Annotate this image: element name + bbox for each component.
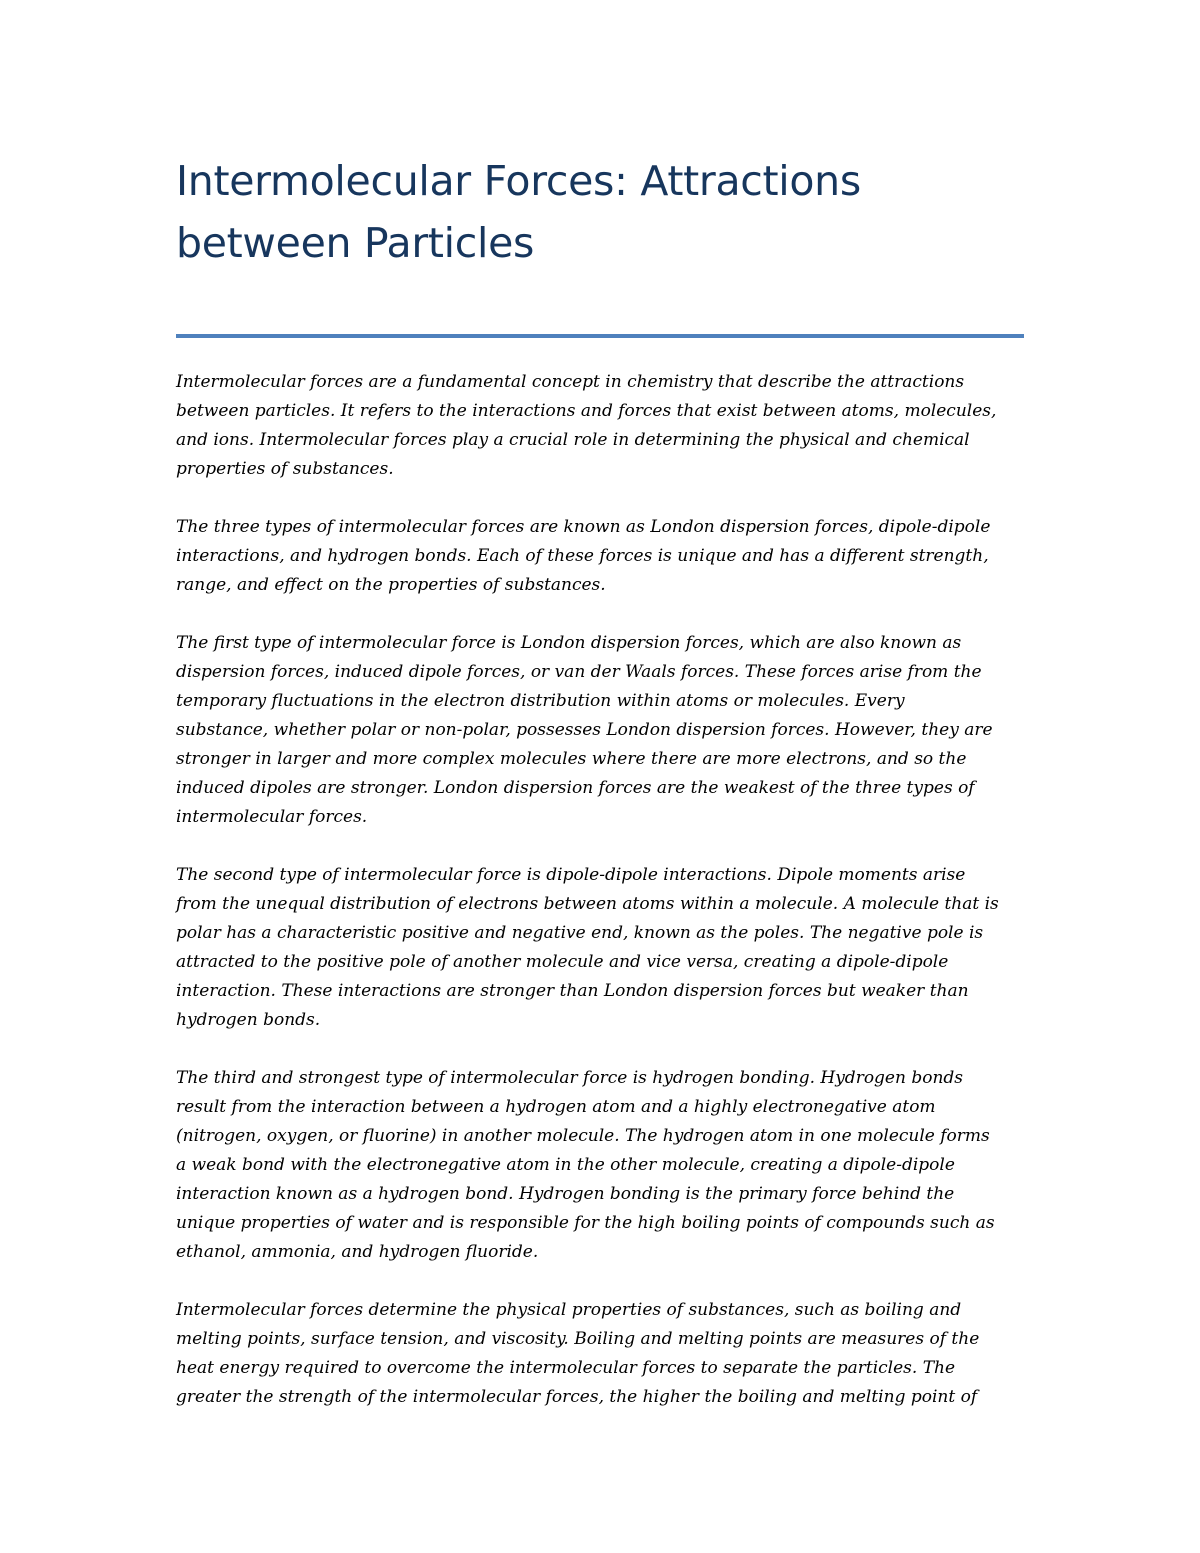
paragraph-line: result from the interaction between a hydrogen atom and a highly electronegative atom xyxy=(176,1097,936,1117)
paragraph-line: interactions, and hydrogen bonds. Each of these forces is unique and has a different strength, xyxy=(176,546,989,566)
paragraph-line: intermolecular forces. xyxy=(176,807,368,827)
paragraph-line: substance, whether polar or non-polar, possesses London dispersion forces. However, they are xyxy=(176,720,993,740)
paragraph-intro xyxy=(176,368,1036,484)
paragraph-line: The third and strongest type of intermolecular force is hydrogen bonding. Hydrogen bonds xyxy=(176,1068,964,1088)
paragraph-line: between particles. It refers to the interactions and forces that exist between atoms, molecules, xyxy=(176,401,997,421)
paragraph-line: temporary fluctuations in the electron distribution within atoms or molecules. Every xyxy=(176,691,905,711)
paragraph-line: Intermolecular forces are a fundamental concept in chemistry that describe the attractions xyxy=(176,372,965,392)
paragraph-line: hydrogen bonds. xyxy=(176,1010,321,1030)
paragraph-line: a weak bond with the electronegative atom in the other molecule, creating a dipole-dipole xyxy=(176,1155,955,1175)
paragraph-physical-properties xyxy=(176,1296,1036,1412)
paragraph-line: induced dipoles are stronger. London dispersion forces are the weakest of the three types of xyxy=(176,778,975,798)
paragraph-line: interaction. These interactions are stronger than London dispersion forces but weaker than xyxy=(176,981,969,1001)
paragraph-line: polar has a characteristic positive and negative end, known as the poles. The negative pole is xyxy=(176,923,984,943)
paragraph-line: heat energy required to overcome the intermolecular forces to separate the particles. The xyxy=(176,1358,956,1378)
paragraph-dipole-dipole xyxy=(176,861,1036,1035)
paragraph-london-dispersion xyxy=(176,629,1036,832)
title-divider xyxy=(176,334,1024,338)
paragraph-line: and ions. Intermolecular forces play a crucial role in determining the physical and chemical xyxy=(176,430,970,450)
paragraph-line: range, and effect on the properties of substances. xyxy=(176,575,606,595)
title-line-2: between Particles xyxy=(176,219,535,267)
paragraph-line: attracted to the positive pole of another molecule and vice versa, creating a dipole-dipole xyxy=(176,952,949,972)
paragraph-line: unique properties of water and is responsible for the high boiling points of compounds such as xyxy=(176,1213,995,1233)
paragraph-types xyxy=(176,513,1036,600)
paragraph-line: properties of substances. xyxy=(176,459,394,479)
title-line-1: Intermolecular Forces: Attractions xyxy=(176,157,861,205)
paragraph-line: ethanol, ammonia, and hydrogen fluoride. xyxy=(176,1242,539,1262)
paragraph-line: melting points, surface tension, and viscosity. Boiling and melting points are measures of the xyxy=(176,1329,980,1349)
paragraph-line: Intermolecular forces determine the physical properties of substances, such as boiling and xyxy=(176,1300,962,1320)
paragraph-line: greater the strength of the intermolecular forces, the higher the boiling and melting point of xyxy=(176,1387,978,1407)
paragraph-line: The second type of intermolecular force is dipole-dipole interactions. Dipole moments arise xyxy=(176,865,966,885)
paragraph-line: stronger in larger and more complex molecules where there are more electrons, and so the xyxy=(176,749,967,769)
paragraph-line: interaction known as a hydrogen bond. Hydrogen bonding is the primary force behind the xyxy=(176,1184,955,1204)
page-title xyxy=(176,150,1036,274)
paragraph-line: The first type of intermolecular force is London dispersion forces, which are also known as xyxy=(176,633,962,653)
paragraph-hydrogen-bonding xyxy=(176,1064,1036,1267)
paragraph-line: dispersion forces, induced dipole forces, or van der Waals forces. These forces arise from the xyxy=(176,662,982,682)
paragraph-line: The three types of intermolecular forces are known as London dispersion forces, dipole-dipole xyxy=(176,517,991,537)
paragraph-line: from the unequal distribution of electrons between atoms within a molecule. A molecule that is xyxy=(176,894,999,914)
document-body xyxy=(176,368,1036,1441)
paragraph-line: (nitrogen, oxygen, or fluorine) in another molecule. The hydrogen atom in one molecule forms xyxy=(176,1126,990,1146)
